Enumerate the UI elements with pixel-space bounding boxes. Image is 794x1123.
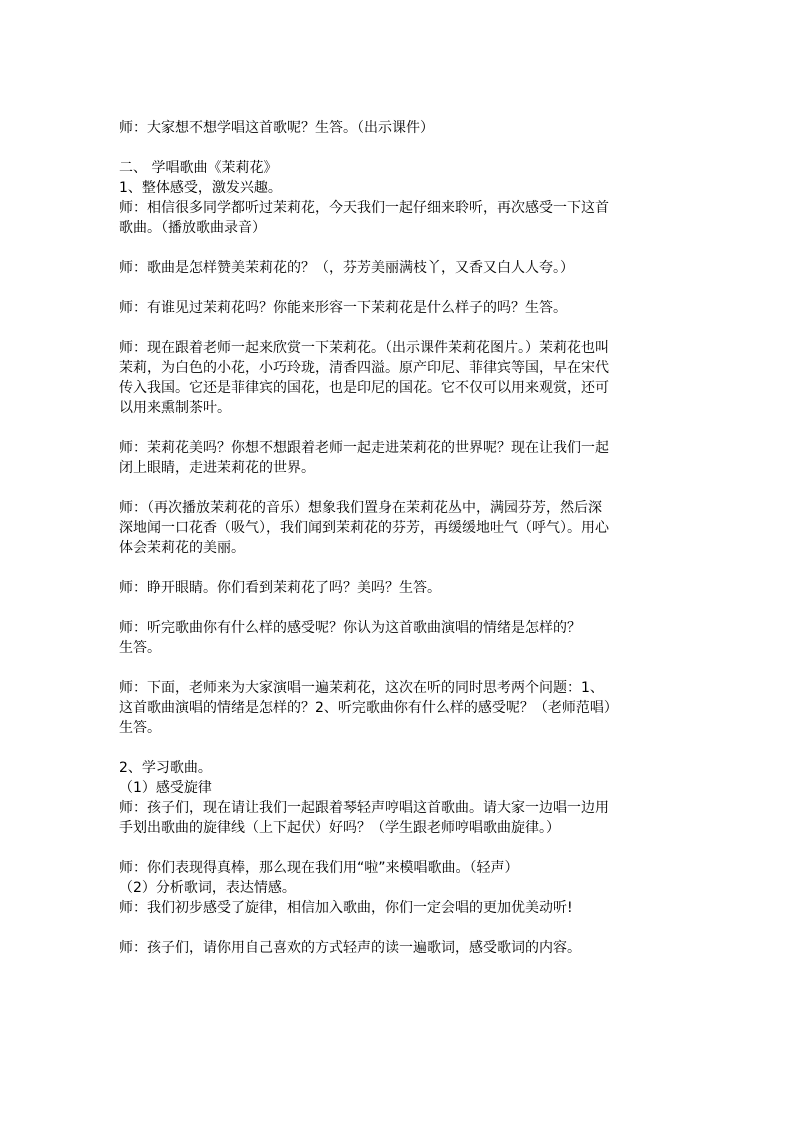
blank-line <box>119 318 681 338</box>
text-line: 师：歌曲是怎样赞美茉莉花的？（，芬芳美丽满枝丫，又香又白人人夸。） <box>119 260 574 276</box>
text-line: 生答。 <box>119 720 161 736</box>
text-line: 体会茉莉花的美丽。 <box>119 540 245 556</box>
step-heading: （2）分析歌词，表达情感。 <box>119 880 296 896</box>
section-heading: 二、 学唱歌曲《茉莉花》 <box>119 160 278 176</box>
text-line: 传入我国。它还是菲律宾的国花，也是印尼的国花。它不仅可以用来观赏，还可 <box>119 380 609 396</box>
blank-line <box>119 138 681 158</box>
blank-line <box>119 658 681 678</box>
text-line: 师：你们表现得真棒，那么现在我们用“啦”来模唱歌曲。（轻声） <box>119 860 519 876</box>
text-line: 师：听完歌曲你有什么样的感受呢？你认为这首歌曲演唱的情绪是怎样的？ <box>119 620 581 636</box>
text-line: 师：大家想不想学唱这首歌呢？生答。（出示课件） <box>119 120 434 136</box>
blank-line <box>119 238 681 258</box>
text-line: 闭上眼睛，走进茉莉花的世界。 <box>119 460 315 476</box>
text-line: 生答。 <box>119 640 161 656</box>
text-line: 师：茉莉花美吗？你想不想跟着老师一起走进茉莉花的世界呢？现在让我们一起 <box>119 440 609 456</box>
text-line: 茉莉，为白色的小花，小巧玲珑，清香四溢。原产印尼、菲律宾等国，早在宋代 <box>119 360 609 376</box>
blank-line <box>119 598 681 618</box>
text-line: 师：下面，老师来为大家演唱一遍茉莉花，这次在听的同时思考两个问题：1、 <box>119 680 604 696</box>
blank-line <box>119 278 681 298</box>
blank-line <box>119 418 681 438</box>
blank-line <box>119 558 681 578</box>
text-line: 这首歌曲演唱的情绪是怎样的？2、听完歌曲你有什么样的感受呢？（老师范唱） <box>119 700 618 716</box>
text-line: 师：孩子们，请你用自己喜欢的方式轻声的读一遍歌词，感受歌词的内容。 <box>119 940 581 956</box>
document-body <box>119 118 681 958</box>
text-line: 师：孩子们，现在请让我们一起跟着琴轻声哼唱这首歌曲。请大家一边唱一边用 <box>119 800 609 816</box>
text-line: 手划出歌曲的旋律线（上下起伏）好吗？（学生跟老师哼唱歌曲旋律。） <box>119 820 560 836</box>
text-line: 深地闻一口花香（吸气），我们闻到茉莉花的芬芳，再缓缓地吐气（呼气）。用心 <box>119 520 609 536</box>
text-line: 师：（再次播放茉莉花的音乐）想象我们置身在茉莉花丛中，满园芬芳，然后深 <box>119 500 602 516</box>
blank-line <box>119 738 681 758</box>
subsection-heading: 2、学习歌曲。 <box>119 760 212 776</box>
blank-line <box>119 478 681 498</box>
text-line: 师：相信很多同学都听过茉莉花，今天我们一起仔细来聆听，再次感受一下这首 <box>119 200 609 216</box>
text-line: 师：睁开眼睛。你们看到茉莉花了吗？美吗？生答。 <box>119 580 441 596</box>
subsection-heading: 1、整体感受，激发兴趣。 <box>119 180 282 196</box>
blank-line <box>119 918 681 938</box>
text-line: 师：有谁见过茉莉花吗？你能来形容一下茉莉花是什么样子的吗？生答。 <box>119 300 567 316</box>
text-line: 以用来熏制茶叶。 <box>119 400 231 416</box>
text-line: 歌曲。（播放歌曲录音） <box>119 220 266 236</box>
text-line: 师：我们初步感受了旋律，相信加入歌曲，你们一定会唱的更加优美动听! <box>119 900 573 916</box>
text-line: 师：现在跟着老师一起来欣赏一下茉莉花。（出示课件茉莉花图片。）茉莉花也叫 <box>119 340 609 356</box>
blank-line <box>119 838 681 858</box>
step-heading: （1）感受旋律 <box>119 780 212 796</box>
